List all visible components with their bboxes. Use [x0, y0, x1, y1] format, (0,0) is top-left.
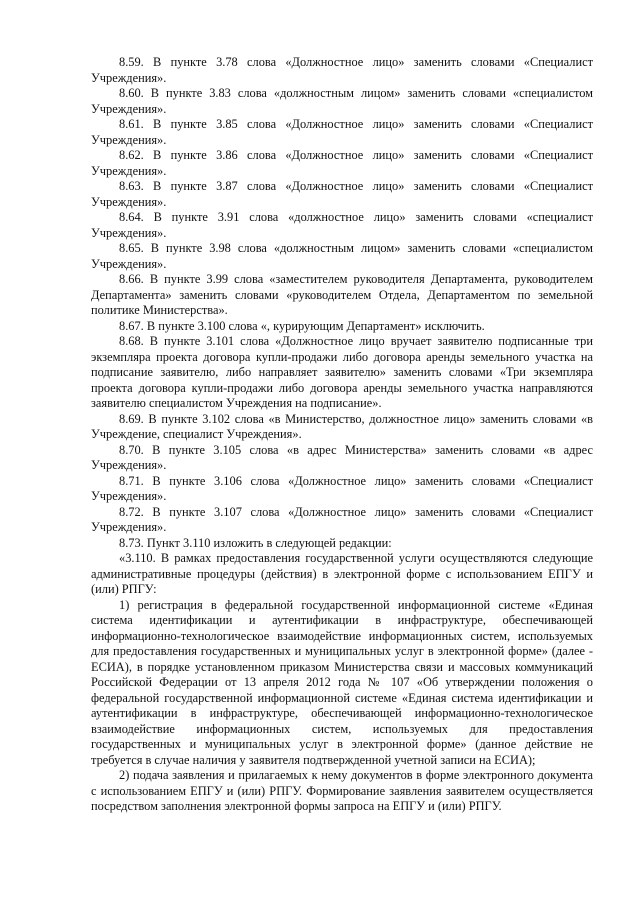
paragraph-8-63: 8.63. В пункте 3.87 слова «Должностное лицо» заменить словами «Специалист Учреждения». [91, 179, 593, 209]
paragraph-8-71: 8.71. В пункте 3.106 слова «Должностное лицо» заменить словами «Специалист Учреждения». [91, 473, 593, 503]
paragraph-3-110: «3.110. В рамках предоставления государственной услуги осуществляются следующие административные процедуры (действия) в электронной форме с использованием ЕПГУ и (или) РПГУ: [91, 551, 593, 596]
paragraph-8-73: 8.73. Пункт 3.110 изложить в следующей редакции: [119, 535, 392, 550]
paragraph-8-59: 8.59. В пункте 3.78 слова «Должностное лицо» заменить словами «Специалист Учреждения». [91, 55, 593, 85]
paragraph-8-60: 8.60. В пункте 3.83 слова «должностным лицом» заменить словами «специалистом Учреждения». [91, 86, 593, 116]
paragraph-8-68: 8.68. В пункте 3.101 слова «Должностное лицо вручает заявителю подписанные три экземпляра проекта договора купли-продажи либо договора аренды земельного участка на подписание заявителю, либо направляет заявителю» заменить словами «Три экземпляра проекта договора купли-продажи либо договора аренды земельного участка направляются заявителю специалистом Учреждения на подписание». [91, 334, 593, 410]
paragraph-8-72: 8.72. В пункте 3.107 слова «Должностное лицо» заменить словами «Специалист Учреждения». [91, 504, 593, 534]
list-item-1: 1) регистрация в федеральной государственной информационной системе «Единая система идентификации и аутентификации в инфраструктуре, обеспечивающей информационно-технологическое взаимодействие информационных систем, используемых для предоставления государственных и муниципальных услуг в электронной форме» (далее - ЕСИА), в порядке установленном приказом Министерства связи и массовых коммуникаций Российской Федерации от 13 апреля 2012 года № 107 «Об утверждении положения о федеральной государственной информационной системе «Единая система идентификации и аутентификации в инфраструктуре, обеспечивающей информационно-технологическое взаимодействие информационных систем, используемых для предоставления государственных и муниципальных услуг в электронной форме» (данное действие не требуется в случае наличия у заявителя подтвержденной учетной записи на ЕСИА); [91, 597, 593, 767]
paragraph-8-62: 8.62. В пункте 3.86 слова «Должностное лицо» заменить словами «Специалист Учреждения». [91, 148, 593, 178]
paragraph-8-70: 8.70. В пункте 3.105 слова «в адрес Министерства» заменить словами «в адрес Учреждения». [91, 442, 593, 472]
list-item-2: 2) подача заявления и прилагаемых к нему документов в форме электронного документа с использованием ЕПГУ и (или) РПГУ. Формирование заявления заявителем осуществляется посредством заполнения электронной формы запроса на ЕПГУ и (или) РПГУ. [91, 768, 593, 813]
paragraph-8-69: 8.69. В пункте 3.102 слова «в Министерство, должностное лицо» заменить словами «в Учреждение, специалист Учреждения». [91, 411, 593, 441]
paragraph-8-66: 8.66. В пункте 3.99 слова «заместителем руководителя Департамента, руководителем Департамента» заменить словами «руководителем Отдела, Департаментом по земельной политике Министерства». [91, 272, 593, 317]
paragraph-8-61: 8.61. В пункте 3.85 слова «Должностное лицо» заменить словами «Специалист Учреждения». [91, 117, 593, 147]
paragraph-8-64: 8.64. В пункте 3.91 слова «должностное лицо» заменить словами «специалист Учреждения». [91, 210, 593, 240]
document-body [91, 55, 593, 815]
paragraph-8-65: 8.65. В пункте 3.98 слова «должностным лицом» заменить словами «специалистом Учреждения». [91, 241, 593, 271]
paragraph-8-67: 8.67. В пункте 3.100 слова «, курирующим Департамент» исключить. [119, 318, 485, 333]
